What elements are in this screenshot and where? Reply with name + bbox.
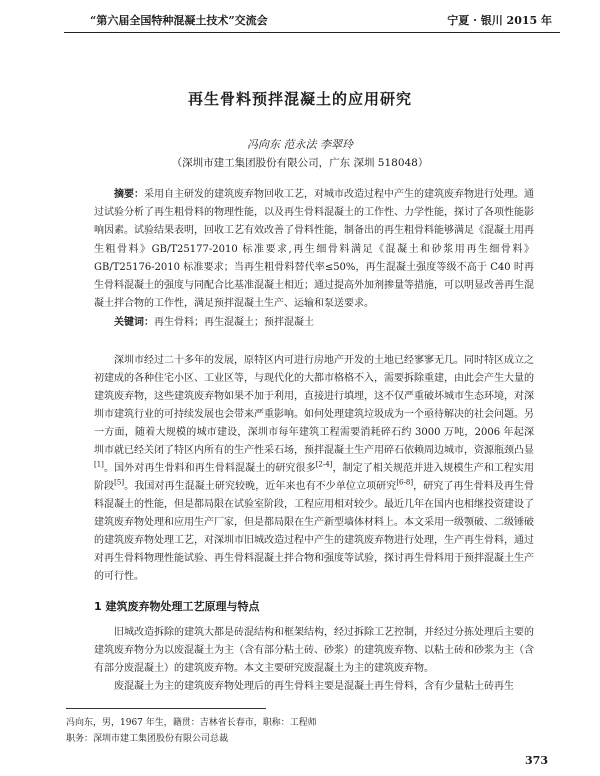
authors: 冯向东 范永法 李翠玲 bbox=[247, 138, 353, 151]
keywords bbox=[94, 314, 534, 332]
intro-text-1: 深圳市经过二十多年的发展，原特区内可进行房地产开发的土地已经寥寥无几。同时特区成立之初建成的各种住宅小区、工业区等，与现代化的大都市格格不入，需要拆除重建，由此会产生大量的建筑废弃物，这些建筑废弃物如果不加于利用，直接进行填埋，这不仅严重破坏城市生态环境，对深圳市建筑行业的可持续发展也会带来严重影响。如何处理建筑垃圾成为一个亟待解决的社会问题。另一方面，随着大规模的城市建设，深圳市每年建筑工程需要消耗碎石约 3000 万吨，2006 年起深圳市就已经关闭了特区内所有的生产性采石场，预拌混凝土生产用碎石依赖周边城市，资源瓶颈凸显 bbox=[94, 355, 534, 456]
footnote-rule bbox=[66, 708, 266, 709]
abstract-label: 摘要： bbox=[114, 189, 144, 200]
keywords-label: 关键词： bbox=[114, 317, 154, 328]
footnote-author: 冯向东，男，1967 年生，籍贯：吉林省长春市，职称：工程师 bbox=[66, 718, 317, 728]
affiliation: （深圳市建工集团股份有限公司，广东 深圳 518048） bbox=[171, 157, 429, 169]
header-rule bbox=[64, 32, 560, 33]
page-number: 373 bbox=[525, 754, 548, 767]
citation-5: [5] bbox=[114, 478, 125, 487]
section-1-heading: 1 建筑废弃物处理工艺原理与特点 bbox=[94, 600, 260, 613]
citation-1: [1] bbox=[94, 460, 104, 469]
intro-text-2: 。国外对再生骨料和再生骨料混凝土的研究很多 bbox=[103, 463, 316, 474]
conference-header: “第六届全国特种混凝土技术”交流会 bbox=[90, 14, 268, 27]
abstract-text: 采用自主研发的建筑废弃物回收工艺，对城市改造过程中产生的建筑废弃物进行处理。通过试验分析了再生粗骨料的物理性能，以及再生骨料混凝土的工作性、力学性能，探讨了各项性能影响因素。试验结果表明，回收工艺有效改善了骨料性能，制备出的再生粗骨料能够满足《混凝土用再生粗骨料》GB/T25177-2010 标准要求,再生细骨料满足《混凝土和砂浆用再生细骨料》GB/T25176-2010 标准要求；当再生粗骨料替代率≤50%，再生混凝土强度等级不高于 C40 时再生骨料混凝土的强度与同配合比基准混凝土相近；通过提高外加剂掺量等措施，可以明显改善再生混凝土拌合物的工作性，满足预拌混凝土生产、运输和泵送要求。 bbox=[94, 189, 534, 310]
intro-text-3: ，制定了相关规范并进入规模生产和工程实用阶段 bbox=[94, 463, 535, 492]
intro-paragraph bbox=[94, 352, 534, 586]
intro-text-4: 。我国对再生混凝土研究较晚，近年来也有不少单位立项研究 bbox=[124, 481, 397, 492]
footnote-position: 职务：深圳市建工集团股份有限公司总裁 bbox=[66, 734, 229, 744]
paper-title: 再生骨料预拌混凝土的应用研究 bbox=[187, 90, 412, 108]
citation-6-8: [6-8] bbox=[396, 478, 414, 487]
citation-2-4: [2-4] bbox=[315, 460, 333, 469]
section-1-paragraph-1: 旧城改造拆除的建筑大都是砖混结构和框架结构，经过拆除工艺控制，并经过分拣处理后主要的建筑废弃物分为以废混凝土为主（含有部分粘土砖、砂浆）的建筑废弃物、以粘土砖和砂浆为主（含有部分废混凝土）的建筑废弃物。本文主要研究废混凝土为主的建筑废弃物。 bbox=[94, 627, 534, 674]
intro-text-5: ，研究了再生骨料及再生骨料混凝土的性能，但是都局限在试验室阶段，工程应用相对较少。最近几年在国内也相继投资建设了建筑废弃物处理和应用生产厂家，但是都局限在生产新型墙体材料上。本文采用一级颚破、二级锤破的建筑废弃物处理工艺，对深圳市旧城改造过程中产生的建筑废弃物进行处理，生产再生骨料，通过对再生骨料物理性能试验、再生骨料混凝土拌合物和强度等试验，探讨再生骨料用于预拌混凝土生产的可行性。 bbox=[94, 481, 535, 582]
section-1-paragraph-2: 废混凝土为主的建筑废弃物处理后的再生骨料主要是混凝土再生骨料，含有少量粘土砖再生 bbox=[114, 681, 514, 692]
location-year-header: 宁夏 · 银川 2015 年 bbox=[447, 14, 552, 27]
keywords-text: 再生骨料；再生混凝土；预拌混凝土 bbox=[154, 317, 314, 328]
abstract bbox=[94, 186, 534, 313]
